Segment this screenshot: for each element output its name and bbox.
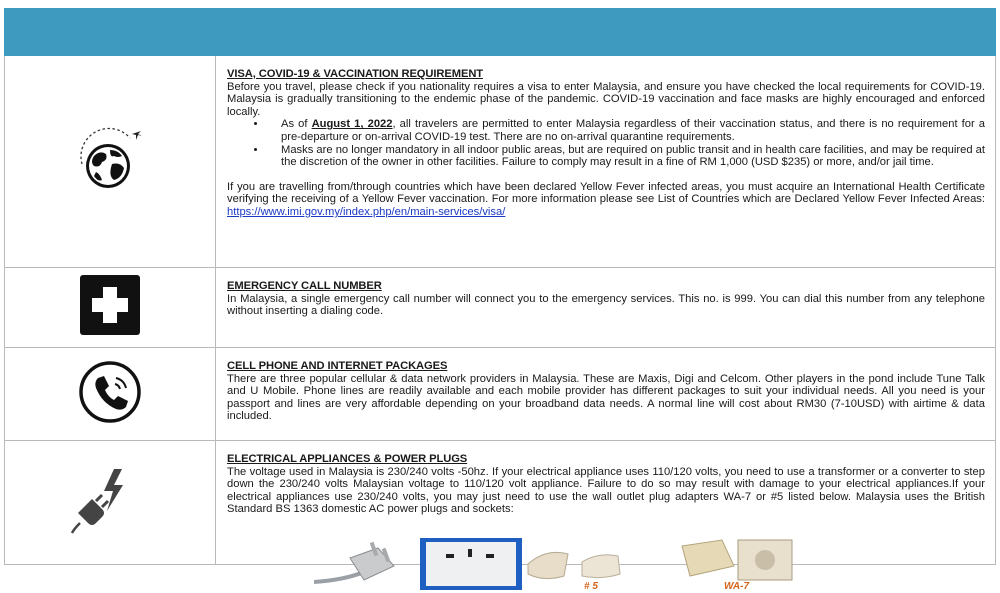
- yellow-fever-paragraph: [227, 181, 985, 219]
- header-cell-info: [216, 9, 996, 56]
- visa-bullet-1: [267, 118, 985, 143]
- bullet-1-prefix: As of: [281, 118, 312, 131]
- emergency-info-cell: [216, 268, 996, 348]
- icon-cell: [5, 56, 216, 268]
- cell-info-cell: [216, 348, 996, 441]
- plug-lightning-icon: [70, 465, 150, 535]
- visa-intro: Before you travel, please check if you nationality requires a visa to enter Malaysia, and ensure you have checked the local requirements for COVID-19. Malaysia is gradually transitioning to the endemic phase of the pandemic. COVID-19 vaccination and face masks are highly encouraged and enforced locally.: [227, 80, 985, 118]
- yellow-fever-text: If you are travelling from/through countries which have been declared Yellow Fever infected areas, you must acquire an International Health Certificate verifying the receiving of a Yellow Fever vaccination. For more information please see List of Countries which are Declared Yellow Fever Infected Areas:: [227, 180, 985, 206]
- icon-cell: [5, 268, 216, 348]
- cell-section-title: CELL PHONE AND INTERNET PACKAGES: [227, 360, 448, 372]
- adapter-wa7-images: [682, 540, 792, 592]
- table-row: [5, 348, 996, 441]
- adapter-5-images: [528, 552, 620, 592]
- immigration-visa-link[interactable]: https://www.imi.gov.my/index.php/en/main-services/visa/: [227, 205, 506, 218]
- bullet-1-suffix: , all travelers are permitted to enter Malaysia regardless of their vaccination status, and there is no requirement for a pre-departure or on-arrival COVID-19 test. There are no on-arrival quarantine requirements.: [281, 118, 985, 143]
- plug-adapter-images: [314, 536, 834, 593]
- visa-bullet-2: • Masks are no longer mandatory in all indoor public areas, but are required on public transit and in health care facilities, and may be required at the discretion of the owner in other facilities. Failure to comply may result in a fine of RM 1,000 (USD $235) or more, and/or jail time.: [267, 144, 985, 169]
- adapter-wa7-label: WA-7: [724, 581, 749, 592]
- globe-plane-icon: [70, 124, 150, 194]
- table-row: [5, 56, 996, 268]
- cell-body: There are three popular cellular & data network providers in Malaysia. These are Maxis, Digi and Celcom. Other players in the pond include Tune Talk and U Mobile. Phone lines are readily available and each mobile provider has different packages to suit your individual needs. All you need is your passport and lines are very affordable depending on your broadband data needs. A normal line will cost about RM30 (7-10USD) with airtime & data included.: [227, 372, 985, 423]
- visa-bullet-list: [227, 118, 985, 168]
- header-cell-icon: [5, 9, 216, 56]
- medical-cross-icon: [79, 274, 141, 336]
- emergency-section-title: EMERGENCY CALL NUMBER: [227, 280, 382, 292]
- uk-socket-image: [420, 538, 522, 590]
- adapter-5-label: # 5: [584, 581, 598, 592]
- visa-section-title: VISA, COVID-19 & VACCINATION REQUIREMENT: [227, 68, 484, 80]
- electrical-section-title: ELECTRICAL APPLIANCES & POWER PLUGS: [227, 453, 468, 465]
- bullet-1-date: August 1, 2022: [311, 118, 393, 131]
- emergency-body: In Malaysia, a single emergency call number will connect you to the emergency services. This no. is 999. You can dial this number from any telephone without inserting a dialing code.: [227, 292, 985, 318]
- icon-cell: [5, 441, 216, 565]
- table-header-row: [5, 9, 996, 56]
- table-row: [5, 268, 996, 348]
- visa-info-cell: [216, 56, 996, 268]
- uk-plug-image: [314, 542, 394, 582]
- travel-info-table: [4, 8, 996, 565]
- icon-cell: [5, 348, 216, 441]
- electrical-body: The voltage used in Malaysia is 230/240 volts -50hz. If your electrical appliance uses 110/120 volts, you need to use a transformer or a converter to step down the 230/240 volts Malaysian voltage to 110/120 volt appliance. Failure to do so may result with damage to your electrical appliances.If your electrical appliances use 230/240 volts, you may just need to use the wall outlet plug adapters WA-7 or #5 listed below. Malaysia uses the British Standard BS 1363 domestic AC power plugs and sockets:: [227, 465, 985, 516]
- phone-icon: [78, 360, 142, 424]
